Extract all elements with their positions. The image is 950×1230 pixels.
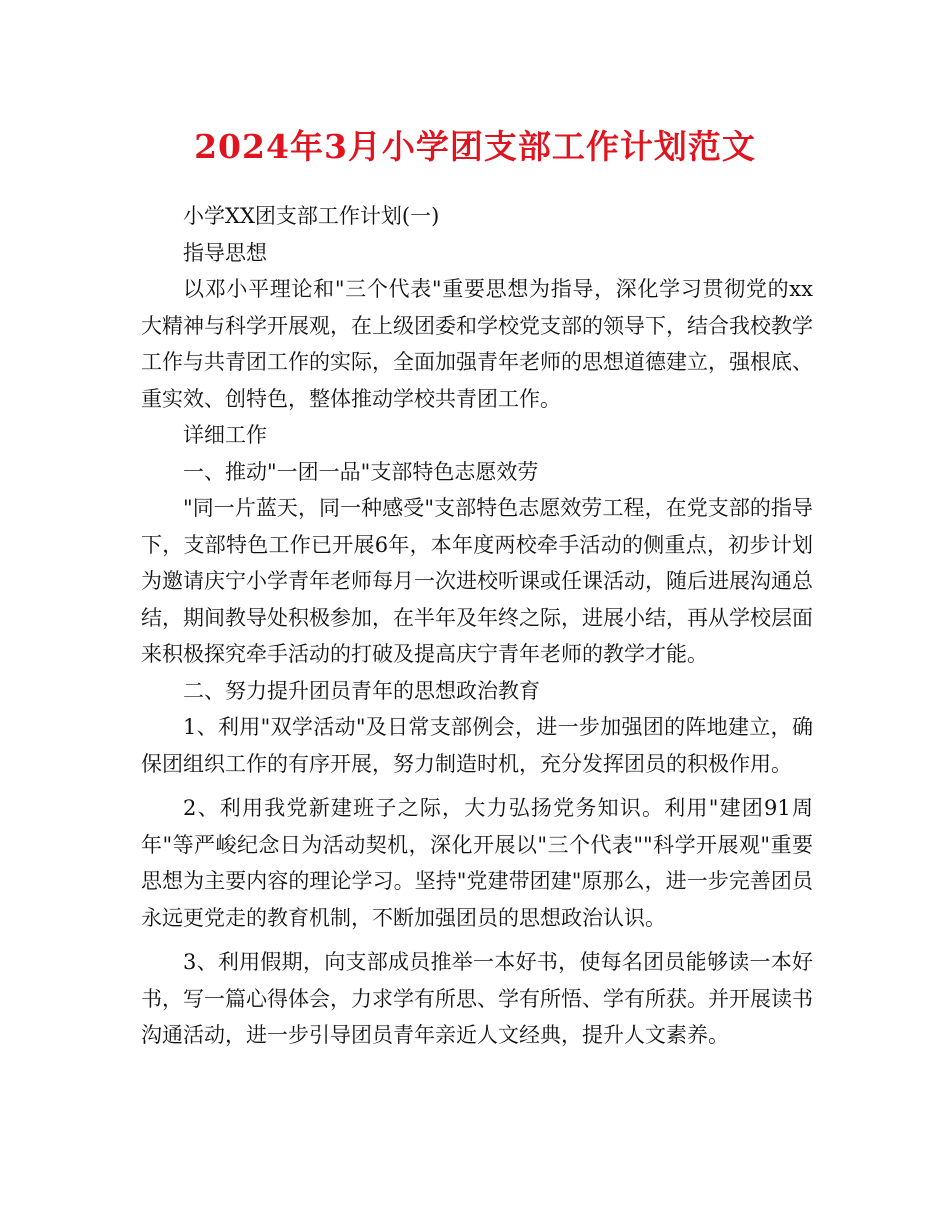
section-heading: 小学XX团支部工作计划(一) <box>183 204 440 228</box>
body-paragraph: 以邓小平理论和"三个代表"重要思想为指导，深化学习贯彻党的xx大精神与科学开展观，在上级团委和学校党支部的领导下，结合我校教学工作与共青团工作的实际，全面加强青年老师的思想道德建立，强根底、重实效、创特色，整体推动学校共青团工作。 <box>141 277 813 411</box>
subheading: 指导思想 <box>183 240 267 265</box>
body-paragraph: "同一片蓝天，同一种感受"支部特色志愿效劳工程，在党支部的指导下，支部特色工作已开展6年，本年度两校牵手活动的侧重点，初步计划为邀请庆宁小学青年老师每月一次进校听课或任课活动，随后进展沟通总结，期间教导处积极参加，在半年及年终之际，进展小结，再从学校层面来积极探究牵手活动的打破及提高庆宁青年老师的教学才能。 <box>141 496 813 666</box>
body-paragraph: 1、利用"双学活动"及日常支部例会，进一步加强团的阵地建立，确保团组织工作的有序开展，努力制造时机，充分发挥团员的积极作用。 <box>141 715 813 776</box>
subheading: 二、努力提升团员青年的思想政治教育 <box>183 678 540 703</box>
document-body <box>141 198 813 1054</box>
body-paragraph: 2、利用我党新建班子之际，大力弘扬党务知识。利用"建团91周年"等严峻纪念日为活动契机，深化开展以"三个代表""科学开展观"重要思想为主要内容的理论学习。坚持"党建带团建"原那么，进一步完善团员永远更党走的教育机制，不断加强团员的思想政治认识。 <box>141 796 813 930</box>
document-title: 2024年3月小学团支部工作计划范文 <box>194 127 756 166</box>
body-paragraph: 3、利用假期，向支部成员推举一本好书，使每名团员能够读一本好书，写一篇心得体会，力求学有所思、学有所悟、学有所获。并开展读书沟通活动，进一步引导团员青年亲近人文经典，提升人文素养。 <box>141 950 813 1047</box>
subheading: 一、推动"一团一品"支部特色志愿效劳 <box>183 459 539 484</box>
subheading: 详细工作 <box>183 423 267 447</box>
